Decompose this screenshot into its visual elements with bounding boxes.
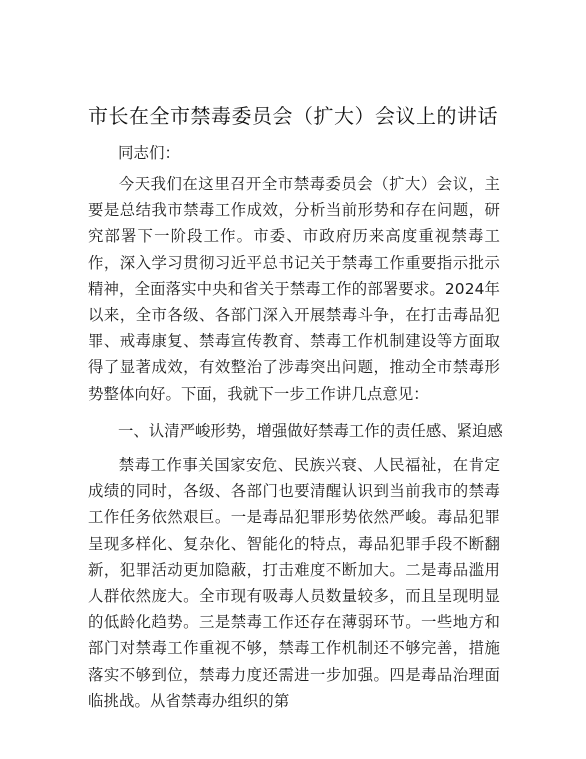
section-heading-1: 一、认清严峻形势，增强做好禁毒工作的责任感、紧迫感	[118, 422, 503, 440]
document-title: 市长在全市禁毒委员会（扩大）会议上的讲话	[88, 104, 498, 128]
salutation: 同志们：	[118, 144, 181, 162]
paragraph-intro: 今天我们在这里召开全市禁毒委员会（扩大）会议，主要是总结我市禁毒工作成效，分析当前形势和存在问题，研究部署下一阶段工作。市委、市政府历来高度重视禁毒工作，深入学习贯彻习近平总书记关于禁毒工作重要指示批示精神，全面落实中央和省关于禁毒工作的部署要求。2024年以来，全市各级、各部门深入开展禁毒斗争，在打击毒品犯罪、戒毒康复、禁毒宣传教育、禁毒工作机制建设等方面取得了显著成效，有效整治了涉毒突出问题，推动全市禁毒形势整体向好。下面，我就下一步工作讲几点意见：	[88, 175, 500, 403]
paragraph-situation: 禁毒工作事关国家安危、民族兴衰、人民福祉，在肯定成绩的同时，各级、各部门也要清醒认识到当前我市的禁毒工作任务依然艰巨。一是毒品犯罪形势依然严峻。毒品犯罪呈现多样化、复杂化、智能化的特点，毒品犯罪手段不断翻新，犯罪活动更加隐蔽，打击难度不断加大。二是毒品滥用人群依然庞大。全市现有吸毒人员数量较多，而且呈现明显的低龄化趋势。三是禁毒工作还存在薄弱环节。一些地方和部门对禁毒工作重视不够，禁毒工作机制还不够完善，措施落实不够到位，禁毒力度还需进一步加强。四是毒品治理面临挑战。从省禁毒办组织的第	[88, 456, 500, 710]
